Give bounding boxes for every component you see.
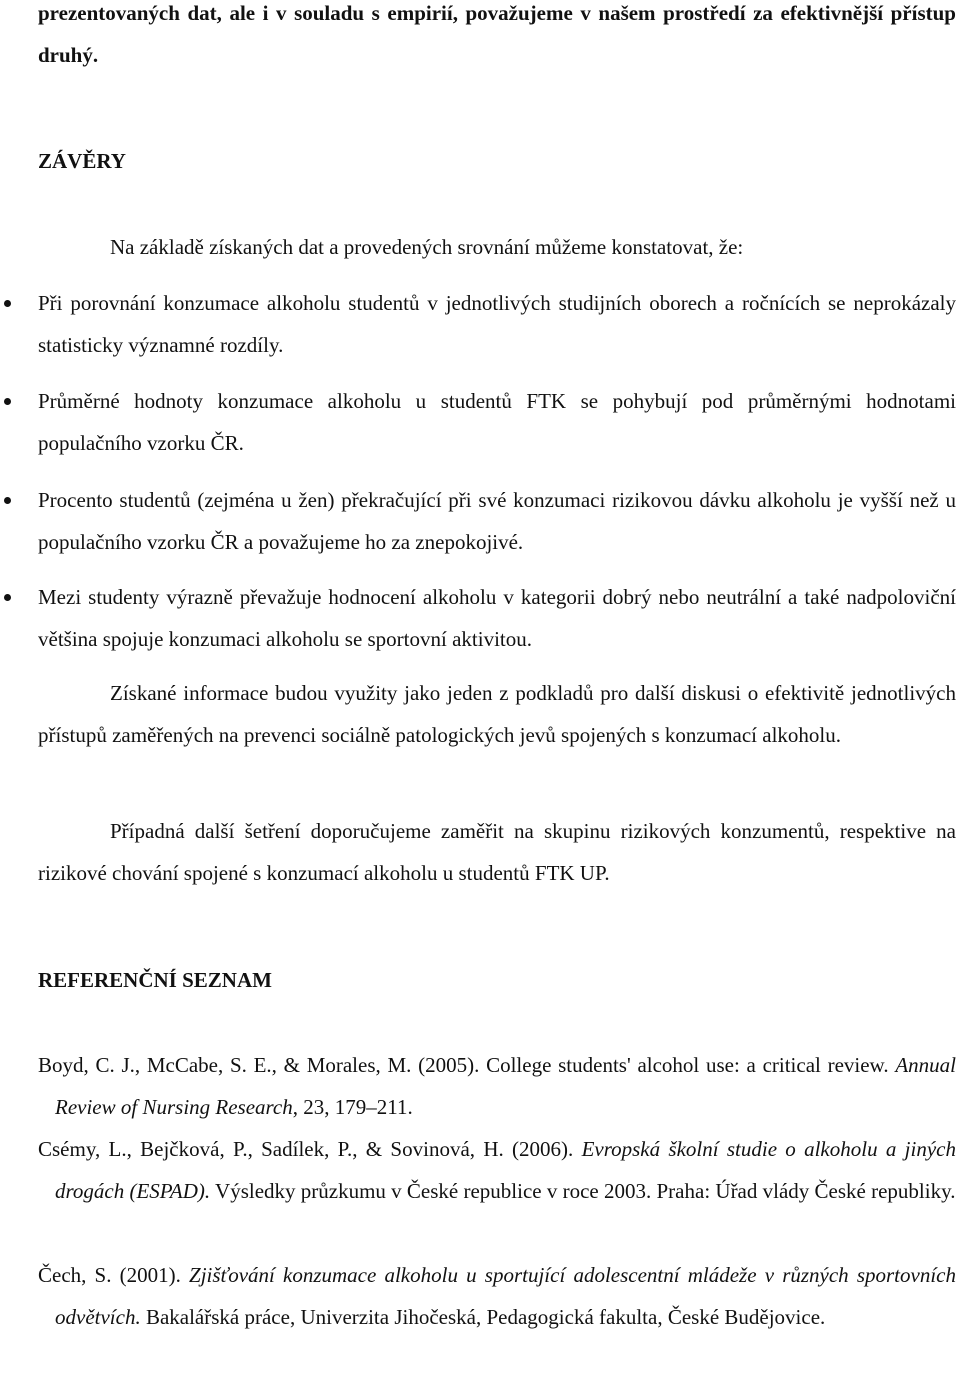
reference-item-1: [38, 1044, 956, 1128]
reference-title: Zjišťování konzumace alkoholu u sportující adolescentní mládeže v různých sportovních odvětvích.: [55, 1263, 956, 1329]
bullet-icon: [4, 497, 11, 504]
conclusion-bullet-4: [38, 576, 956, 660]
conclusion-bullet-2: [38, 380, 956, 464]
conclusions-paragraph-1: Získané informace budou využity jako jeden z podkladů pro další diskusi o efektivitě jednotlivých přístupů zaměřených na prevenci sociálně patologických jevů spojených s konzumací alkoholu.: [38, 681, 956, 747]
conclusions-lead: Na základě získaných dat a provedených srovnání můžeme konstatovat, že:: [110, 235, 744, 259]
conclusions-paragraph-2: Případná další šetření doporučujeme zaměřit na skupinu rizikových konzumentů, respektive na rizikové chování spojené s konzumací alkoholu u studentů FTK UP.: [38, 819, 956, 885]
reference-item-2: [38, 1128, 956, 1212]
conclusion-bullet-1: [38, 282, 956, 366]
bullet-text: Procento studentů (zejména u žen) překračující při své konzumaci rizikovou dávku alkoholu je vyšší než u populačního vzorku ČR a považujeme ho za znepokojivé.: [38, 488, 956, 554]
conclusions-heading: ZÁVĚRY: [38, 149, 126, 173]
reference-title: Evropská školní studie o alkoholu a jiných drogách (ESPAD).: [55, 1137, 956, 1203]
bullet-text: Mezi studenty výrazně převažuje hodnocení alkoholu v kategorii dobrý nebo neutrální a také nadpoloviční většina spojuje konzumaci alkoholu se sportovní aktivitou.: [38, 585, 956, 651]
reference-details: Výsledky průzkumu v České republice v roce 2003. Praha: Úřad vlády České republiky.: [210, 1179, 956, 1203]
reference-item-3: [38, 1254, 956, 1338]
reference-details: , 23, 179–211.: [292, 1095, 413, 1119]
bullet-icon: [4, 398, 11, 405]
reference-details: Bakalářská práce, Univerzita Jihočeská, Pedagogická fakulta, České Budějovice.: [140, 1305, 826, 1329]
bullet-text: Průměrné hodnoty konzumace alkoholu u studentů FTK se pohybují pod průměrnými hodnotami populačního vzorku ČR.: [38, 389, 956, 455]
bullet-icon: [4, 300, 11, 307]
reference-authors: Boyd, C. J., McCabe, S. E., & Morales, M. (2005). College students' alcohol use: a critical review.: [38, 1053, 896, 1077]
intro-paragraph: prezentovaných dat, ale i v souladu s empirií, považujeme v našem prostředí za efektivnější přístup druhý.: [38, 1, 956, 67]
reference-authors: Čech, S. (2001).: [38, 1263, 190, 1287]
reference-authors: Csémy, L., Bejčková, P., Sadílek, P., & Sovinová, H. (2006).: [38, 1137, 582, 1161]
references-heading: REFERENČNÍ SEZNAM: [38, 968, 272, 992]
bullet-icon: [4, 594, 11, 601]
bullet-text: Při porovnání konzumace alkoholu studentů v jednotlivých studijních oborech a ročnících se neprokázaly statisticky významné rozdíly.: [38, 291, 956, 357]
conclusion-bullet-3: [38, 479, 956, 563]
reference-title: Annual Review of Nursing Research: [55, 1053, 956, 1119]
